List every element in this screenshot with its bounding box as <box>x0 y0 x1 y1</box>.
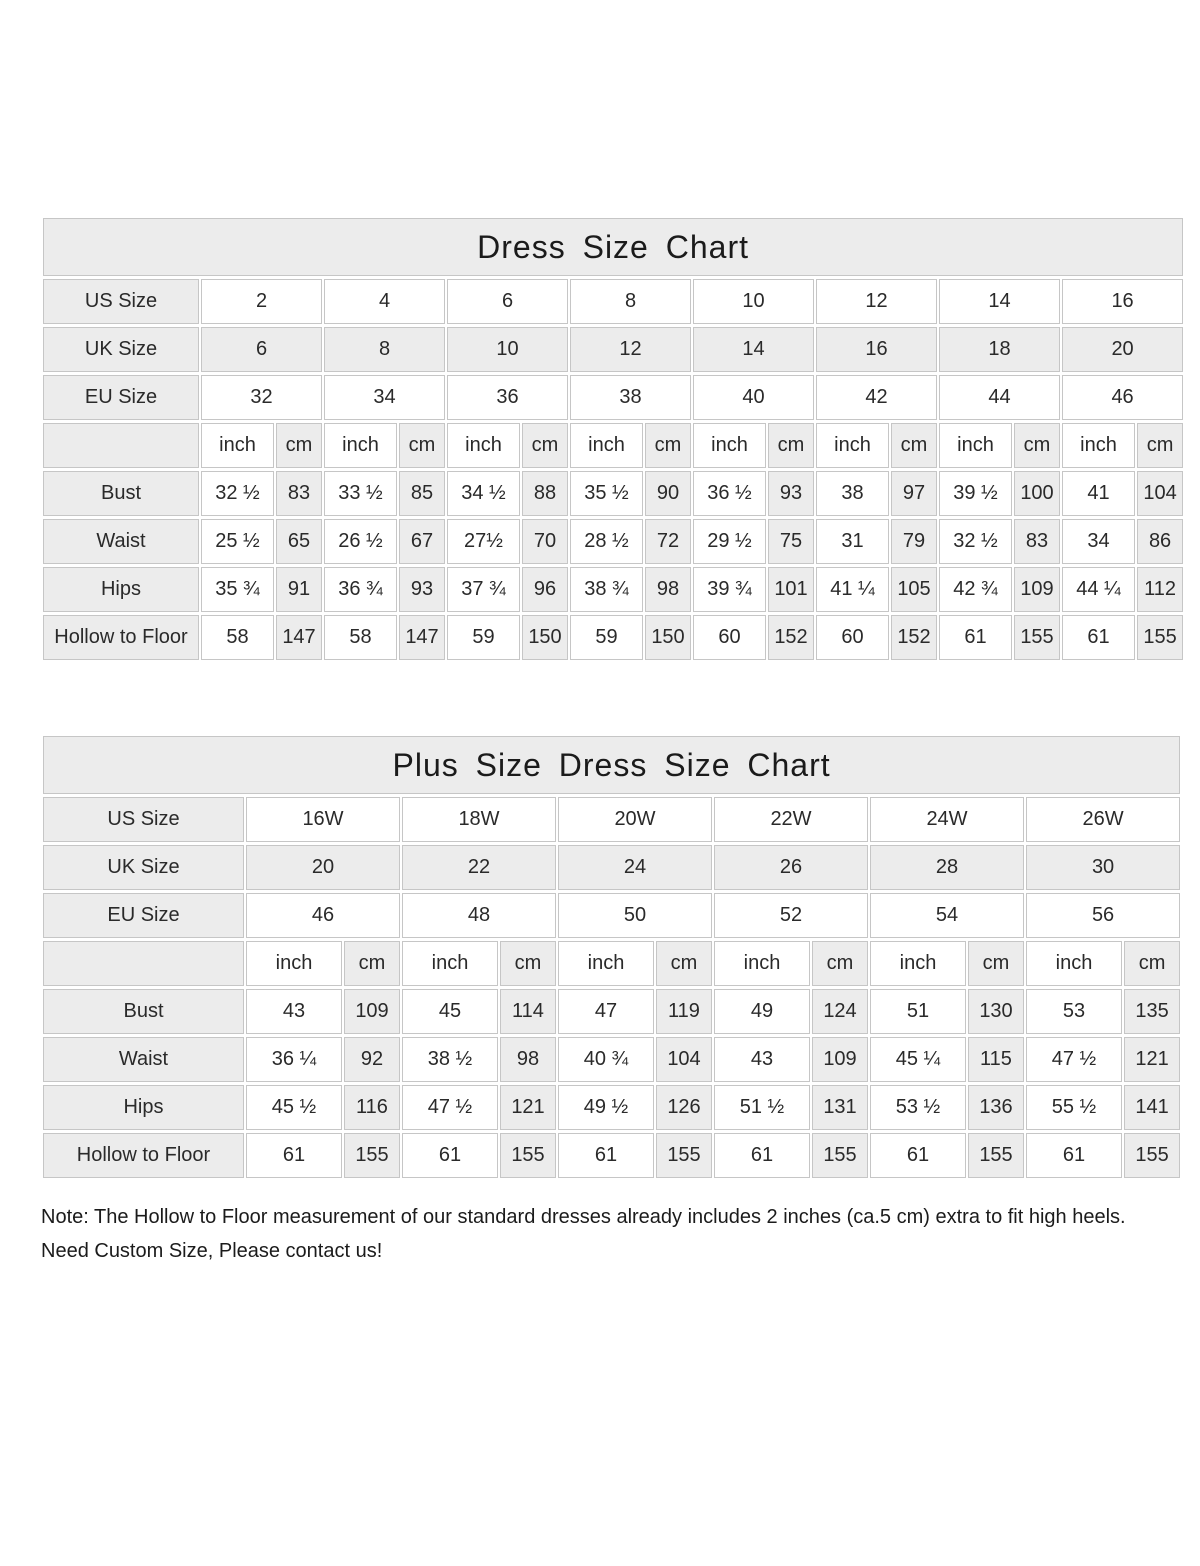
unit-header-inch: inch <box>201 423 274 468</box>
measurement-cm-value: 67 <box>399 519 445 564</box>
size-value-cell: 2 <box>201 279 322 324</box>
measurement-inch-value: 28 ½ <box>570 519 643 564</box>
size-value-cell: 12 <box>570 327 691 372</box>
measurement-inch-value: 31 <box>816 519 889 564</box>
unit-header-cm: cm <box>1124 941 1180 986</box>
size-value-cell: 36 <box>447 375 568 420</box>
measurement-row <box>43 615 1183 660</box>
size-value-cell: 26 <box>714 845 868 890</box>
row-label: EU Size <box>43 375 199 420</box>
size-value-cell: 24W <box>870 797 1024 842</box>
size-value-cell: 16 <box>816 327 937 372</box>
measurement-inch-value: 61 <box>870 1133 966 1178</box>
measurement-inch-value: 44 ¼ <box>1062 567 1135 612</box>
measurement-cm-value: 104 <box>1137 471 1183 516</box>
measurement-inch-value: 27½ <box>447 519 520 564</box>
size-value-cell: 28 <box>870 845 1024 890</box>
chart-title: Dress Size Chart <box>43 218 1183 276</box>
size-value-cell: 10 <box>693 279 814 324</box>
size-value-cell: 22 <box>402 845 556 890</box>
measurement-cm-value: 100 <box>1014 471 1060 516</box>
unit-header-inch: inch <box>558 941 654 986</box>
measurement-inch-value: 36 ½ <box>693 471 766 516</box>
unit-header-cm: cm <box>891 423 937 468</box>
unit-header-cm: cm <box>500 941 556 986</box>
measurement-cm-value: 112 <box>1137 567 1183 612</box>
unit-header-cm: cm <box>1137 423 1183 468</box>
unit-header-cm: cm <box>522 423 568 468</box>
unit-header-cm: cm <box>768 423 814 468</box>
measurement-cm-value: 114 <box>500 989 556 1034</box>
measurement-inch-value: 34 <box>1062 519 1135 564</box>
measurement-inch-value: 61 <box>558 1133 654 1178</box>
plus-size-chart-table <box>41 733 1182 1181</box>
unit-header-cm: cm <box>1014 423 1060 468</box>
measurement-cm-value: 155 <box>968 1133 1024 1178</box>
measurement-cm-value: 98 <box>500 1037 556 1082</box>
unit-header-cm: cm <box>656 941 712 986</box>
measurement-inch-value: 36 ¼ <box>246 1037 342 1082</box>
row-label: UK Size <box>43 845 244 890</box>
measurement-row <box>43 1037 1180 1082</box>
note-hollow-to-floor-text: Note: The Hollow to Floor measurement of our standard dresses already includes 2 inches (ca.5 cm) extra to fit high heels. <box>41 1206 1126 1228</box>
row-label: Bust <box>43 471 199 516</box>
size-value-cell: 54 <box>870 893 1024 938</box>
measurement-inch-value: 61 <box>402 1133 498 1178</box>
unit-header-cm: cm <box>812 941 868 986</box>
measurement-cm-value: 101 <box>768 567 814 612</box>
measurement-inch-value: 40 ¾ <box>558 1037 654 1082</box>
size-value-cell: 46 <box>1062 375 1183 420</box>
measurement-cm-value: 105 <box>891 567 937 612</box>
measurement-inch-value: 58 <box>201 615 274 660</box>
measurement-cm-value: 83 <box>1014 519 1060 564</box>
row-label: Waist <box>43 1037 244 1082</box>
size-value-cell: 20 <box>1062 327 1183 372</box>
measurement-inch-value: 49 ½ <box>558 1085 654 1130</box>
size-value-cell: 16W <box>246 797 400 842</box>
size-value-cell: 56 <box>1026 893 1180 938</box>
measurement-inch-value: 61 <box>1026 1133 1122 1178</box>
measurement-inch-value: 33 ½ <box>324 471 397 516</box>
size-value-cell: 10 <box>447 327 568 372</box>
row-label: Hollow to Floor <box>43 615 199 660</box>
measurement-inch-value: 43 <box>714 1037 810 1082</box>
size-value-cell: 42 <box>816 375 937 420</box>
row-label: Waist <box>43 519 199 564</box>
size-value-cell: 6 <box>447 279 568 324</box>
measurement-inch-value: 59 <box>447 615 520 660</box>
unit-header-inch: inch <box>324 423 397 468</box>
measurement-cm-value: 136 <box>968 1085 1024 1130</box>
size-value-cell: 18 <box>939 327 1060 372</box>
unit-header-inch: inch <box>570 423 643 468</box>
measurement-cm-value: 92 <box>344 1037 400 1082</box>
measurement-cm-value: 97 <box>891 471 937 516</box>
measurement-inch-value: 43 <box>246 989 342 1034</box>
measurement-inch-value: 59 <box>570 615 643 660</box>
title-row <box>43 736 1180 794</box>
unit-header-inch: inch <box>714 941 810 986</box>
size-value-cell: 20 <box>246 845 400 890</box>
title-row <box>43 218 1183 276</box>
size-value-cell: 8 <box>570 279 691 324</box>
size-value-cell: 34 <box>324 375 445 420</box>
size-value-cell: 4 <box>324 279 445 324</box>
measurement-inch-value: 49 <box>714 989 810 1034</box>
unit-header-inch: inch <box>870 941 966 986</box>
size-value-cell: 8 <box>324 327 445 372</box>
measurement-inch-value: 51 ½ <box>714 1085 810 1130</box>
unit-header-inch: inch <box>246 941 342 986</box>
measurement-inch-value: 47 ½ <box>402 1085 498 1130</box>
row-label: Hollow to Floor <box>43 1133 244 1178</box>
measurement-inch-value: 41 <box>1062 471 1135 516</box>
measurement-cm-value: 155 <box>1137 615 1183 660</box>
measurement-cm-value: 98 <box>645 567 691 612</box>
measurement-inch-value: 41 ¼ <box>816 567 889 612</box>
size-value-cell: 24 <box>558 845 712 890</box>
measurement-inch-value: 45 ½ <box>246 1085 342 1130</box>
measurement-cm-value: 155 <box>344 1133 400 1178</box>
size-value-cell: 46 <box>246 893 400 938</box>
measurement-cm-value: 141 <box>1124 1085 1180 1130</box>
measurement-inch-value: 32 ½ <box>939 519 1012 564</box>
unit-header-cm: cm <box>276 423 322 468</box>
unit-header-inch: inch <box>1026 941 1122 986</box>
size-row <box>43 327 1183 372</box>
row-label: UK Size <box>43 327 199 372</box>
unit-header-cm: cm <box>399 423 445 468</box>
measurement-inch-value: 61 <box>939 615 1012 660</box>
measurement-cm-value: 109 <box>812 1037 868 1082</box>
measurement-cm-value: 119 <box>656 989 712 1034</box>
measurement-cm-value: 152 <box>891 615 937 660</box>
unit-row <box>43 423 1183 468</box>
measurement-inch-value: 38 <box>816 471 889 516</box>
measurement-inch-value: 26 ½ <box>324 519 397 564</box>
size-value-cell: 18W <box>402 797 556 842</box>
size-value-cell: 16 <box>1062 279 1183 324</box>
measurement-inch-value: 61 <box>1062 615 1135 660</box>
measurement-cm-value: 135 <box>1124 989 1180 1034</box>
measurement-cm-value: 75 <box>768 519 814 564</box>
measurement-cm-value: 93 <box>768 471 814 516</box>
unit-header-inch: inch <box>939 423 1012 468</box>
measurement-inch-value: 42 ¾ <box>939 567 1012 612</box>
measurement-cm-value: 109 <box>1014 567 1060 612</box>
measurement-cm-value: 116 <box>344 1085 400 1130</box>
size-value-cell: 12 <box>816 279 937 324</box>
unit-header-cm: cm <box>344 941 400 986</box>
measurement-cm-value: 155 <box>1014 615 1060 660</box>
size-value-cell: 40 <box>693 375 814 420</box>
size-value-cell: 6 <box>201 327 322 372</box>
row-label: Hips <box>43 567 199 612</box>
size-value-cell: 30 <box>1026 845 1180 890</box>
measurement-row <box>43 519 1183 564</box>
measurement-cm-value: 155 <box>656 1133 712 1178</box>
measurement-row <box>43 1085 1180 1130</box>
measurement-inch-value: 39 ½ <box>939 471 1012 516</box>
measurement-inch-value: 58 <box>324 615 397 660</box>
measurement-cm-value: 93 <box>399 567 445 612</box>
measurement-cm-value: 124 <box>812 989 868 1034</box>
measurement-inch-value: 38 ½ <box>402 1037 498 1082</box>
unit-header-cm: cm <box>968 941 1024 986</box>
unit-header-inch: inch <box>447 423 520 468</box>
measurement-cm-value: 83 <box>276 471 322 516</box>
size-row <box>43 845 1180 890</box>
measurement-cm-value: 86 <box>1137 519 1183 564</box>
measurement-inch-value: 35 ¾ <box>201 567 274 612</box>
row-label <box>43 941 244 986</box>
measurement-cm-value: 155 <box>500 1133 556 1178</box>
row-label: Hips <box>43 1085 244 1130</box>
measurement-inch-value: 37 ¾ <box>447 567 520 612</box>
measurement-cm-value: 130 <box>968 989 1024 1034</box>
measurement-cm-value: 155 <box>812 1133 868 1178</box>
row-label: Bust <box>43 989 244 1034</box>
measurement-cm-value: 90 <box>645 471 691 516</box>
row-label <box>43 423 199 468</box>
size-value-cell: 14 <box>939 279 1060 324</box>
unit-header-inch: inch <box>816 423 889 468</box>
measurement-inch-value: 39 ¾ <box>693 567 766 612</box>
note <box>41 1200 1160 1268</box>
measurement-inch-value: 29 ½ <box>693 519 766 564</box>
unit-header-inch: inch <box>693 423 766 468</box>
size-row <box>43 279 1183 324</box>
measurement-cm-value: 79 <box>891 519 937 564</box>
measurement-cm-value: 150 <box>522 615 568 660</box>
size-value-cell: 38 <box>570 375 691 420</box>
measurement-inch-value: 60 <box>816 615 889 660</box>
measurement-cm-value: 104 <box>656 1037 712 1082</box>
row-label: US Size <box>43 797 244 842</box>
unit-header-cm: cm <box>645 423 691 468</box>
measurement-cm-value: 91 <box>276 567 322 612</box>
measurement-cm-value: 152 <box>768 615 814 660</box>
measurement-inch-value: 47 ½ <box>1026 1037 1122 1082</box>
measurement-inch-value: 36 ¾ <box>324 567 397 612</box>
measurement-cm-value: 150 <box>645 615 691 660</box>
size-value-cell: 20W <box>558 797 712 842</box>
measurement-cm-value: 121 <box>500 1085 556 1130</box>
measurement-cm-value: 121 <box>1124 1037 1180 1082</box>
measurement-cm-value: 70 <box>522 519 568 564</box>
size-value-cell: 52 <box>714 893 868 938</box>
measurement-inch-value: 38 ¾ <box>570 567 643 612</box>
measurement-inch-value: 47 <box>558 989 654 1034</box>
measurement-cm-value: 115 <box>968 1037 1024 1082</box>
measurement-inch-value: 61 <box>714 1133 810 1178</box>
measurement-inch-value: 60 <box>693 615 766 660</box>
size-row <box>43 375 1183 420</box>
measurement-inch-value: 55 ½ <box>1026 1085 1122 1130</box>
size-row <box>43 893 1180 938</box>
chart-title: Plus Size Dress Size Chart <box>43 736 1180 794</box>
unit-header-inch: inch <box>402 941 498 986</box>
measurement-cm-value: 88 <box>522 471 568 516</box>
measurement-cm-value: 126 <box>656 1085 712 1130</box>
measurement-row <box>43 1133 1180 1178</box>
measurement-cm-value: 85 <box>399 471 445 516</box>
row-label: US Size <box>43 279 199 324</box>
size-value-cell: 32 <box>201 375 322 420</box>
measurement-row <box>43 989 1180 1034</box>
standard-size-chart-table <box>41 215 1185 663</box>
measurement-inch-value: 53 <box>1026 989 1122 1034</box>
measurement-inch-value: 45 <box>402 989 498 1034</box>
unit-header-inch: inch <box>1062 423 1135 468</box>
measurement-cm-value: 72 <box>645 519 691 564</box>
measurement-inch-value: 51 <box>870 989 966 1034</box>
unit-row <box>43 941 1180 986</box>
size-value-cell: 48 <box>402 893 556 938</box>
measurement-row <box>43 471 1183 516</box>
size-value-cell: 44 <box>939 375 1060 420</box>
measurement-cm-value: 65 <box>276 519 322 564</box>
size-value-cell: 50 <box>558 893 712 938</box>
measurement-cm-value: 147 <box>399 615 445 660</box>
measurement-cm-value: 147 <box>276 615 322 660</box>
measurement-cm-value: 131 <box>812 1085 868 1130</box>
size-row <box>43 797 1180 842</box>
measurement-row <box>43 567 1183 612</box>
size-value-cell: 22W <box>714 797 868 842</box>
size-value-cell: 14 <box>693 327 814 372</box>
size-value-cell: 26W <box>1026 797 1180 842</box>
measurement-cm-value: 109 <box>344 989 400 1034</box>
measurement-inch-value: 25 ½ <box>201 519 274 564</box>
row-label: EU Size <box>43 893 244 938</box>
measurement-inch-value: 32 ½ <box>201 471 274 516</box>
measurement-cm-value: 96 <box>522 567 568 612</box>
measurement-inch-value: 53 ½ <box>870 1085 966 1130</box>
measurement-inch-value: 61 <box>246 1133 342 1178</box>
measurement-cm-value: 155 <box>1124 1133 1180 1178</box>
measurement-inch-value: 34 ½ <box>447 471 520 516</box>
measurement-inch-value: 35 ½ <box>570 471 643 516</box>
measurement-inch-value: 45 ¼ <box>870 1037 966 1082</box>
note-custom-size-text: Need Custom Size, Please contact us! <box>41 1240 383 1262</box>
